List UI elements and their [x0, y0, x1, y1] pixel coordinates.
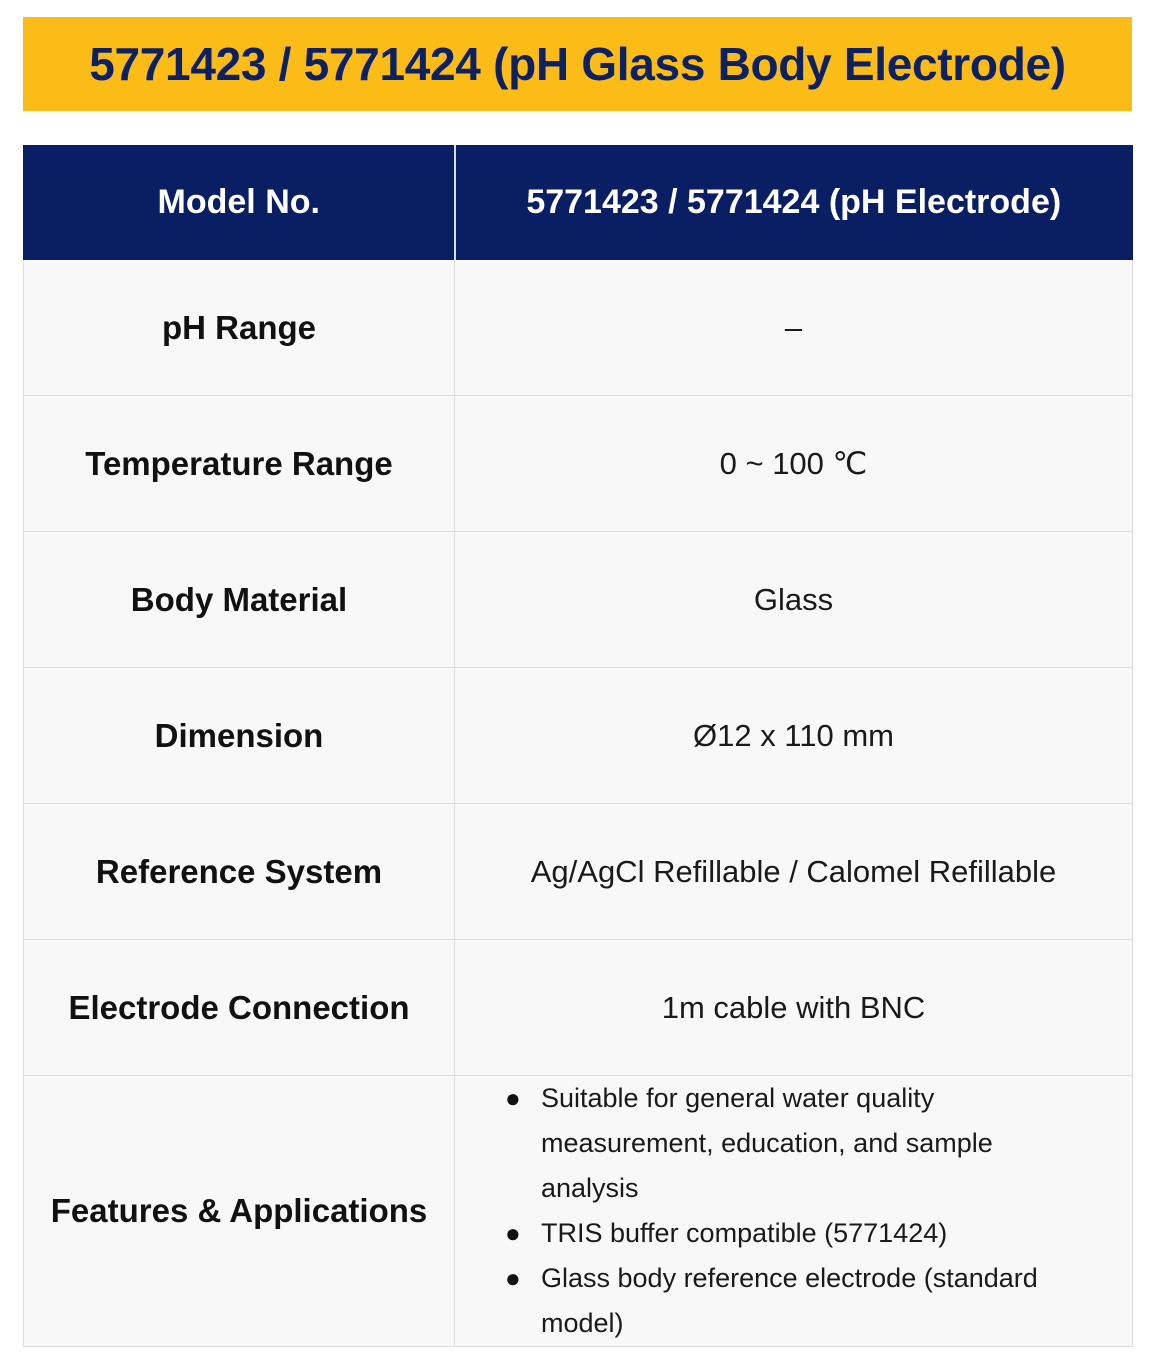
feature-item: [505, 1076, 1092, 1211]
table-header-row: [24, 146, 1133, 260]
row-value-temperature-range: 0 ~ 100 ℃: [455, 396, 1133, 532]
feature-text: TRIS buffer compatible (5771424): [541, 1218, 948, 1248]
header-model-no: Model No.: [24, 146, 455, 260]
feature-text: Glass body reference electrode (standard model): [541, 1263, 1038, 1338]
table-row: [24, 804, 1133, 940]
table-row: [24, 396, 1133, 532]
row-label-features: Features & Applications: [24, 1076, 455, 1347]
feature-item: [505, 1211, 1092, 1256]
row-value-dimension: Ø12 x 110 mm: [455, 668, 1133, 804]
row-value-features: [455, 1076, 1133, 1347]
row-label-temperature-range: Temperature Range: [24, 396, 455, 532]
row-label-electrode-connection: Electrode Connection: [24, 940, 455, 1076]
bullet-dot-icon: ●: [505, 1263, 521, 1293]
features-list: [455, 1076, 1132, 1346]
row-value-electrode-connection: 1m cable with BNC: [455, 940, 1133, 1076]
table-row: [24, 532, 1133, 668]
row-label-body-material: Body Material: [24, 532, 455, 668]
row-value-ph-range: –: [455, 260, 1133, 396]
page-title: 5771423 / 5771424 (pH Glass Body Electrode): [89, 38, 1066, 90]
row-label-ph-range: pH Range: [24, 260, 455, 396]
table-row: [24, 940, 1133, 1076]
bullet-dot-icon: ●: [505, 1218, 521, 1248]
header-model-value: 5771423 / 5771424 (pH Electrode): [455, 146, 1133, 260]
row-label-reference-system: Reference System: [24, 804, 455, 940]
row-value-reference-system: Ag/AgCl Refillable / Calomel Refillable: [455, 804, 1133, 940]
spec-table: [23, 145, 1133, 1347]
row-value-body-material: Glass: [455, 532, 1133, 668]
row-label-dimension: Dimension: [24, 668, 455, 804]
bullet-dot-icon: ●: [505, 1083, 521, 1113]
table-row: [24, 260, 1133, 396]
table-row: [24, 668, 1133, 804]
table-row: [24, 1076, 1133, 1347]
feature-text: Suitable for general water quality measurement, education, and sample analysis: [541, 1083, 993, 1203]
title-banner: [23, 17, 1132, 111]
feature-item: [505, 1256, 1092, 1346]
